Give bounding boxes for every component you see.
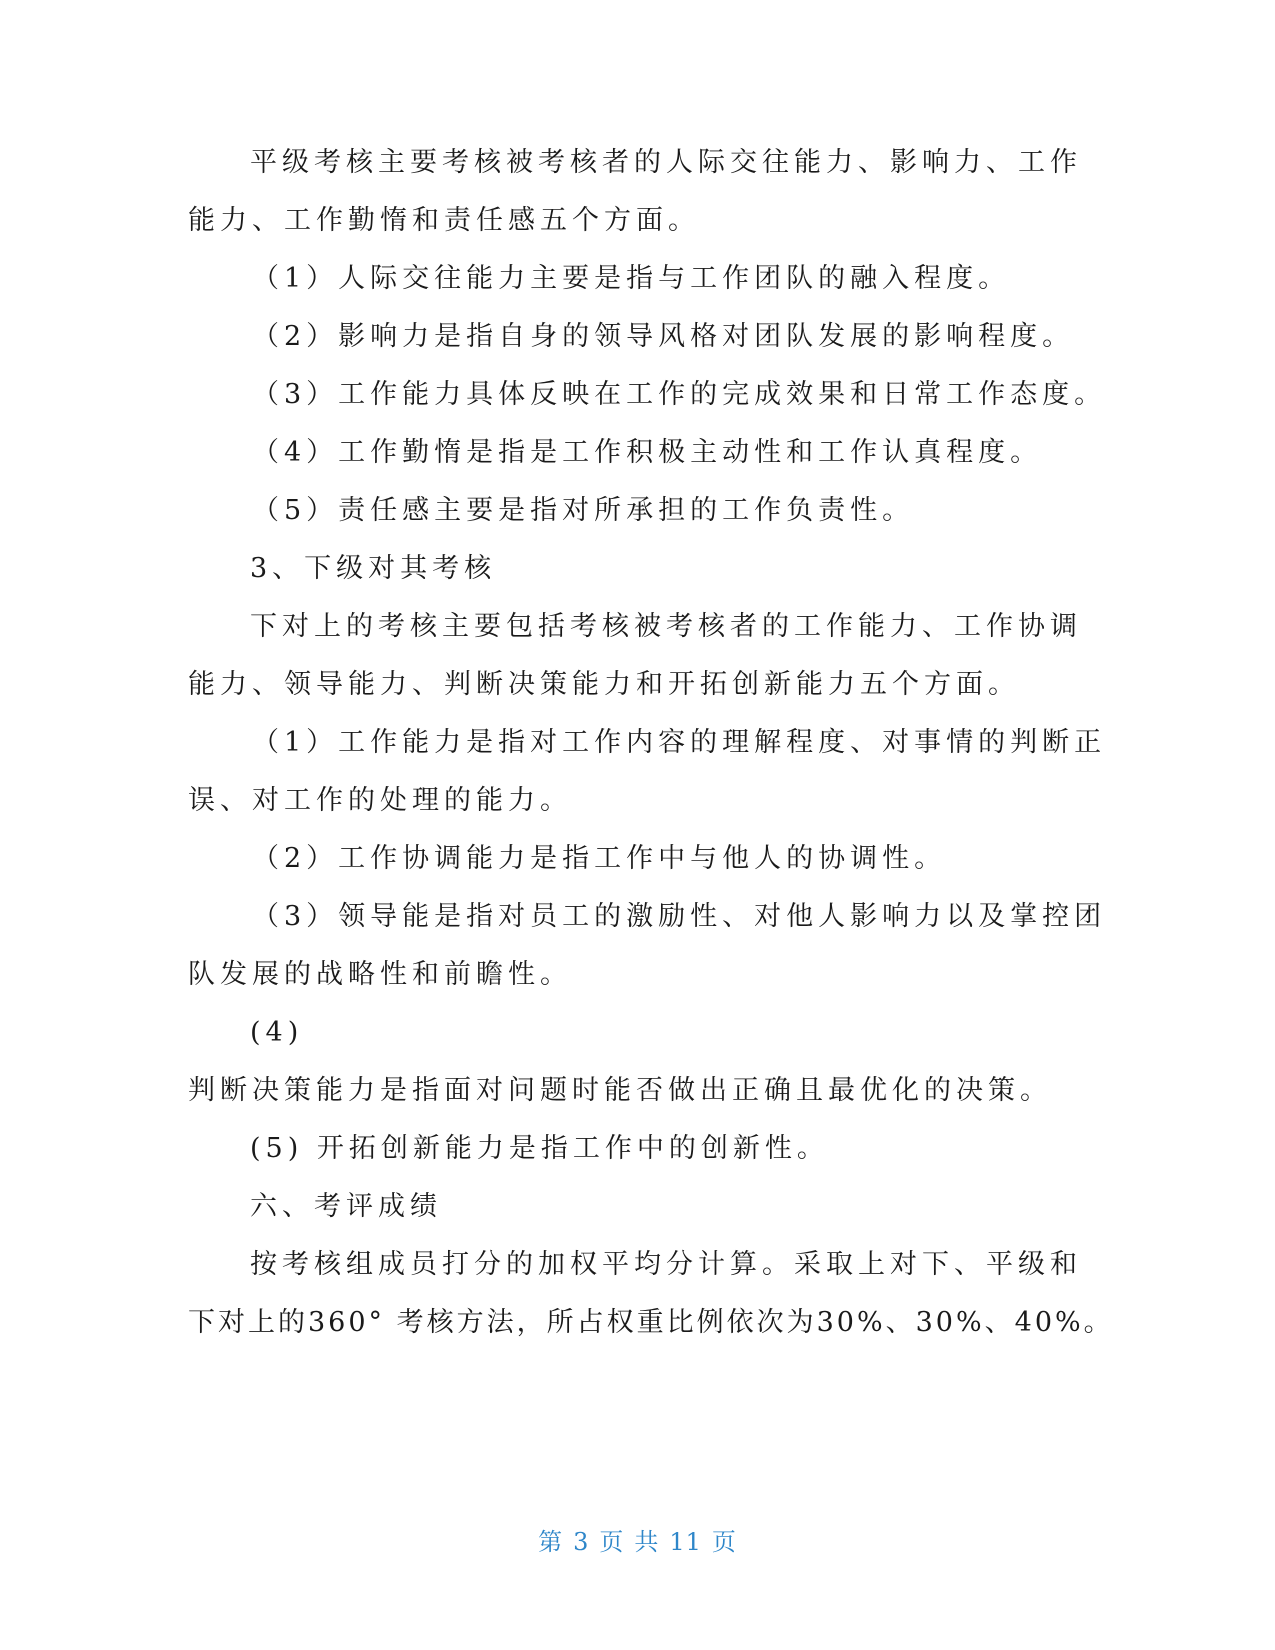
list-item-line: （4）工作勤惰是指是工作积极主动性和工作认真程度。 bbox=[252, 437, 1043, 468]
list-item-line: 判断决策能力是指面对问题时能否做出正确且最优化的决策。 bbox=[188, 1075, 1052, 1106]
list-item-number: (4) bbox=[250, 1017, 304, 1048]
paragraph-line: 按考核组成员打分的加权平均分计算。采取上对下、平级和 bbox=[250, 1249, 1082, 1280]
page-footer bbox=[0, 1527, 1275, 1557]
list-item-line: （2）工作协调能力是指工作中与他人的协调性。 bbox=[252, 843, 947, 874]
list-item-line: （3）工作能力具体反映在工作的完成效果和日常工作态度。 bbox=[252, 379, 1107, 410]
list-item-line: （1）工作能力是指对工作内容的理解程度、对事情的判断正 bbox=[252, 727, 1107, 758]
paragraph-line: 能力、领导能力、判断决策能力和开拓创新能力五个方面。 bbox=[188, 669, 1020, 700]
footer-current-page: 3 bbox=[573, 1528, 590, 1556]
section-heading: 六、考评成绩 bbox=[250, 1191, 442, 1222]
list-item-line: 误、对工作的处理的能力。 bbox=[188, 785, 572, 816]
list-item-line: （1）人际交往能力主要是指与工作团队的融入程度。 bbox=[252, 263, 1011, 294]
paragraph-line: 下对上的360° 考核方法，所占权重比例依次为30%、30%、40%。 bbox=[188, 1307, 1114, 1338]
list-item-line: (5) 开拓创新能力是指工作中的创新性。 bbox=[250, 1133, 829, 1164]
list-item-line: （5）责任感主要是指对所承担的工作负责性。 bbox=[252, 495, 915, 526]
section-heading: 3、下级对其考核 bbox=[250, 553, 497, 584]
footer-suffix: 页 bbox=[711, 1528, 737, 1556]
paragraph-line: 能力、工作勤惰和责任感五个方面。 bbox=[188, 205, 700, 236]
footer-prefix: 第 bbox=[538, 1528, 564, 1556]
footer-total-pages: 11 bbox=[669, 1528, 702, 1556]
list-item-line: 队发展的战略性和前瞻性。 bbox=[188, 959, 572, 990]
list-item-line: （3）领导能是指对员工的激励性、对他人影响力以及掌控团 bbox=[252, 901, 1107, 932]
paragraph-line: 平级考核主要考核被考核者的人际交往能力、影响力、工作 bbox=[250, 147, 1082, 178]
list-item-line: （2）影响力是指自身的领导风格对团队发展的影响程度。 bbox=[252, 321, 1075, 352]
paragraph-line: 下对上的考核主要包括考核被考核者的工作能力、工作协调 bbox=[250, 611, 1082, 642]
footer-page-word: 页 bbox=[599, 1528, 625, 1556]
footer-total-word: 共 bbox=[634, 1528, 660, 1556]
